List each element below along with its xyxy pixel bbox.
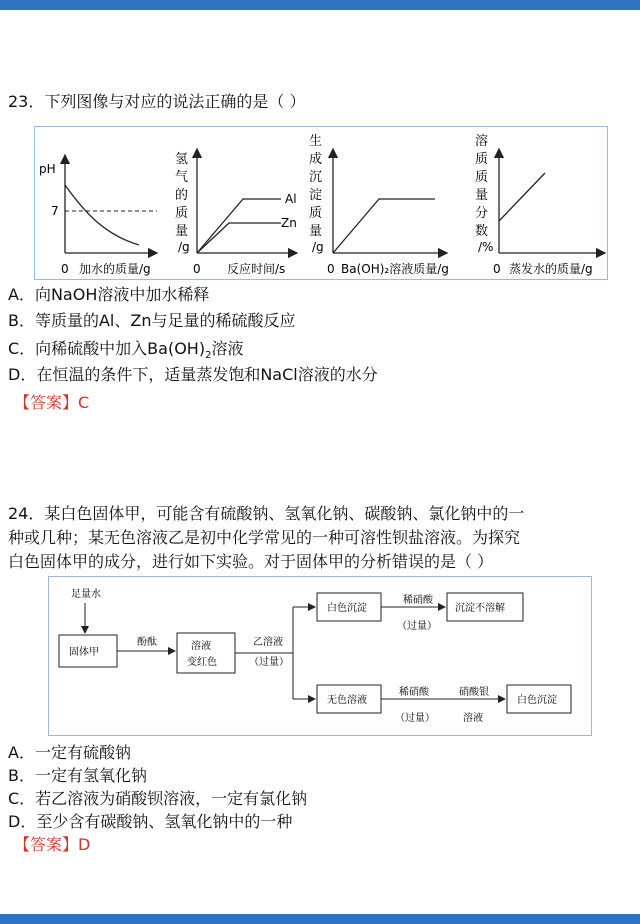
label-sol-red-1: 溶液 [191,641,211,652]
label-agno3-1: 硝酸银 [459,687,489,698]
bottom-bar [0,914,640,924]
label-hno3-b-2: （过量） [395,713,435,724]
g4-origin: 0 [493,262,501,276]
g2-y2: 的 [175,188,189,203]
label-agno3-2: 溶液 [463,713,483,724]
q23-option-c-post: 溶液 [211,339,244,358]
g1-seven: 7 [51,204,59,218]
g2-y3: 质 [175,206,189,221]
label-sol-red-2: 变红色 [187,657,217,668]
label-ppt-insol: 沉淀不溶解 [455,603,505,614]
precipitate-line [333,199,435,253]
g3-y4: 质 [309,206,323,221]
g3-y0: 生 [309,134,323,149]
q23-stem: 23．下列图像与对应的说法正确的是（ ） [8,92,306,111]
q24-option-a: A．一定有硫酸钠 [8,743,131,762]
g2-zn-label: Zn [281,216,297,230]
g3-y5: 量 [309,224,323,239]
q24-option-d: D．至少含有碳酸钠、氢氧化钠中的一种 [8,812,293,831]
g2-al-label: Al [285,192,297,206]
g4-y0: 溶 [475,134,489,149]
label-solid: 固体甲 [69,647,99,658]
graph-precipitate [309,133,449,276]
label-yi-2: （过量） [249,657,289,668]
label-yi-1: 乙溶液 [253,637,283,648]
top-bar [0,0,640,10]
q23-figure [34,126,608,280]
g4-y1: 质 [475,152,489,167]
g4-y5: 数 [475,224,489,239]
q23-option-c [8,338,243,367]
q24-stem-line2: 种或几种；某无色溶液乙是初中化学常见的一种可溶性钡盐溶液。为探究 [8,528,521,547]
al-line [197,199,281,253]
q24-stem-line1: 24．某白色固体甲，可能含有硫酸钠、氢氧化钠、碳酸钠、氯化钠中的一 [8,504,525,523]
q24-option-c: C．若乙溶液为硝酸钡溶液，一定有氯化钠 [8,789,308,808]
label-hno3-b-1: 稀硝酸 [399,687,429,698]
q24-answer: 【答案】D [14,835,91,854]
q23-option-b: B．等质量的Al、Zn与足量的稀硫酸反应 [8,311,296,330]
mass-fraction-line [499,173,545,221]
g2-y0: 氢 [175,152,189,167]
g2-yunit: /g [178,240,190,254]
q24-flowchart [48,576,592,736]
label-water: 足量水 [71,589,101,600]
g4-y2: 质 [475,170,489,185]
label-phenol: 酚酞 [137,637,157,648]
graph-ph [39,155,157,276]
g2-origin: 0 [193,262,201,276]
g3-y2: 沉 [309,170,323,185]
q24-flow-svg [49,577,591,735]
g1-origin: 0 [61,262,69,276]
g3-y3: 淀 [309,188,323,203]
label-white-ppt: 白色沉淀 [327,603,367,614]
q23-option-c-sub: 2 [205,350,212,362]
g3-yunit: /g [312,240,324,254]
q23-option-c-pre: C．向稀硫酸中加入Ba(OH) [8,339,206,358]
q23-option-d: D．在恒温的条件下，适量蒸发饱和NaCl溶液的水分 [8,365,378,384]
g3-origin: 0 [327,262,335,276]
g4-y4: 分 [475,206,489,221]
q24-option-b: B．一定有氢氧化钠 [8,766,147,785]
q23-option-a: A．向NaOH溶液中加水稀释 [8,285,210,304]
graph-hydrogen [175,149,297,276]
q23-graphs [35,127,607,279]
g2-xlabel: 反应时间/s [227,262,286,276]
ph-curve [65,185,139,245]
q24-stem-line3: 白色固体甲的成分，进行如下实验。对于固体甲的分析错误的是（ ） [8,552,494,571]
g4-yunit: /% [478,240,494,254]
g3-y1: 成 [309,152,323,167]
g2-y4: 量 [175,224,189,239]
label-white-ppt-2: 白色沉淀 [517,695,557,706]
g2-y1: 气 [175,170,189,185]
g4-y3: 量 [475,188,489,203]
g1-ylabel: pH [39,162,56,176]
q23-answer: 【答案】C [14,393,90,412]
label-colorless: 无色溶液 [327,695,367,706]
label-hno3-a-1: 稀硝酸 [403,595,433,606]
g3-xlabel: Ba(OH)₂溶液质量/g [341,262,449,276]
graph-mass-fraction [475,133,605,276]
g4-xlabel: 蒸发水的质量/g [509,262,593,276]
label-hno3-a-2: （过量） [397,621,437,632]
g1-xlabel: 加水的质量/g [79,262,151,276]
